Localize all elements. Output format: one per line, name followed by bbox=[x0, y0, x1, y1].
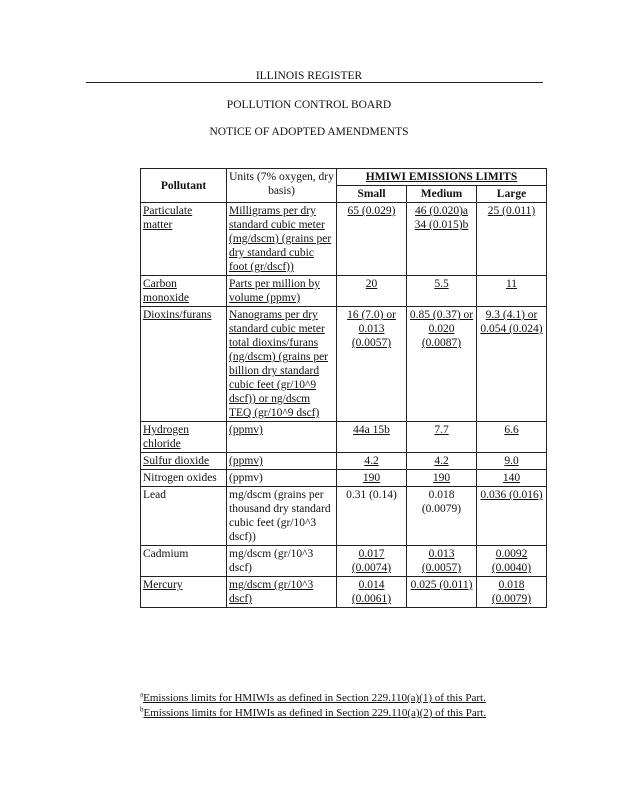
small-cell: 0.014 (0.0061) bbox=[337, 577, 407, 608]
units-cell: mg/dscm (gr/10^3 dscf) bbox=[227, 546, 337, 577]
units-cell: mg/dscm (grains per thousand dry standard cubic feet (gr/10^3 dscf)) bbox=[227, 487, 337, 546]
footnote-b bbox=[140, 707, 560, 720]
header-large: Large bbox=[477, 186, 547, 203]
pollutant-cell: Cadmium bbox=[141, 546, 227, 577]
large-cell: 0.0092 (0.0040) bbox=[477, 546, 547, 577]
large-cell: 9.0 bbox=[477, 453, 547, 470]
large-cell: 11 bbox=[477, 276, 547, 307]
register-title: ILLINOIS REGISTER bbox=[255, 70, 363, 82]
footnote-b-mark: b bbox=[140, 705, 144, 714]
small-cell: 16 (7.0) or 0.013 (0.0057) bbox=[337, 307, 407, 422]
table-row bbox=[141, 453, 547, 470]
table-row bbox=[141, 203, 547, 276]
table-row bbox=[141, 307, 547, 422]
large-cell: 9.3 (4.1) or 0.054 (0.024) bbox=[477, 307, 547, 422]
footnote-a-mark: a bbox=[140, 690, 144, 699]
pollutant-cell: Carbon monoxide bbox=[141, 276, 227, 307]
medium-cell: 46 (0.020)a 34 (0.015)b bbox=[407, 203, 477, 276]
board-title: POLLUTION CONTROL BOARD bbox=[226, 99, 392, 111]
pollutant-cell: Sulfur dioxide bbox=[141, 453, 227, 470]
medium-cell: 5.5 bbox=[407, 276, 477, 307]
notice-title: NOTICE OF ADOPTED AMENDMENTS bbox=[209, 126, 409, 138]
small-cell: 44a 15b bbox=[337, 422, 407, 453]
table-row bbox=[141, 546, 547, 577]
units-cell: (ppmv) bbox=[227, 453, 337, 470]
units-cell: (ppmv) bbox=[227, 470, 337, 487]
pollutant-cell: Hydrogen chloride bbox=[141, 422, 227, 453]
large-cell: 140 bbox=[477, 470, 547, 487]
medium-cell: 0.025 (0.011) bbox=[407, 577, 477, 608]
header-pollutant: Pollutant bbox=[141, 169, 227, 203]
pollutant-cell: Particulate matter bbox=[141, 203, 227, 276]
header-small: Small bbox=[337, 186, 407, 203]
small-cell: 190 bbox=[337, 470, 407, 487]
pollutant-cell: Lead bbox=[141, 487, 227, 546]
footnote-a-text: Emissions limits for HMIWIs as defined in Section 229.110(a)(1) of this Part. bbox=[143, 692, 486, 704]
small-cell: 0.017 (0.0074) bbox=[337, 546, 407, 577]
table-row bbox=[141, 487, 547, 546]
units-cell: (ppmv) bbox=[227, 422, 337, 453]
table-row bbox=[141, 577, 547, 608]
large-cell: 6.6 bbox=[477, 422, 547, 453]
medium-cell: 4.2 bbox=[407, 453, 477, 470]
large-cell: 0.036 (0.016) bbox=[477, 487, 547, 546]
medium-cell: 7.7 bbox=[407, 422, 477, 453]
medium-cell: 0.85 (0.37) or 0.020 (0.0087) bbox=[407, 307, 477, 422]
table-row bbox=[141, 276, 547, 307]
header-limits: HMIWI EMISSIONS LIMITS bbox=[337, 169, 547, 186]
medium-cell: 190 bbox=[407, 470, 477, 487]
medium-cell: 0.018 (0.0079) bbox=[407, 487, 477, 546]
large-cell: 0.018 (0.0079) bbox=[477, 577, 547, 608]
small-cell: 4.2 bbox=[337, 453, 407, 470]
emissions-limits-table bbox=[140, 168, 547, 608]
pollutant-cell: Mercury bbox=[141, 577, 227, 608]
small-cell: 0.31 (0.14) bbox=[337, 487, 407, 546]
footnote-a bbox=[140, 692, 560, 705]
small-cell: 20 bbox=[337, 276, 407, 307]
header-rule bbox=[86, 82, 543, 83]
table-header-row bbox=[141, 169, 547, 186]
pollutant-cell: Nitrogen oxides bbox=[141, 470, 227, 487]
table-row bbox=[141, 422, 547, 453]
medium-cell: 0.013 (0.0057) bbox=[407, 546, 477, 577]
large-cell: 25 (0.011) bbox=[477, 203, 547, 276]
footnote-b-text: Emissions limits for HMIWIs as defined in Section 229.110(a)(2) of this Part. bbox=[143, 707, 487, 719]
units-cell: Milligrams per dry standard cubic meter (mg/dscm) (grains per dry standard cubic foot (gr/dscf)) bbox=[227, 203, 337, 276]
header-units: Units (7% oxygen, dry basis) bbox=[227, 169, 337, 203]
header-medium: Medium bbox=[407, 186, 477, 203]
units-cell: Nanograms per dry standard cubic meter total dioxins/furans (ng/dscm) (grains per billion dry standard cubic feet (gr/10^9 dscf)) or ng/dscm TEQ (gr/10^9 dscf) bbox=[227, 307, 337, 422]
units-cell: mg/dscm (gr/10^3 dscf) bbox=[227, 577, 337, 608]
units-cell: Parts per million by volume (ppmv) bbox=[227, 276, 337, 307]
small-cell: 65 (0.029) bbox=[337, 203, 407, 276]
pollutant-cell: Dioxins/furans bbox=[141, 307, 227, 422]
table-row bbox=[141, 470, 547, 487]
